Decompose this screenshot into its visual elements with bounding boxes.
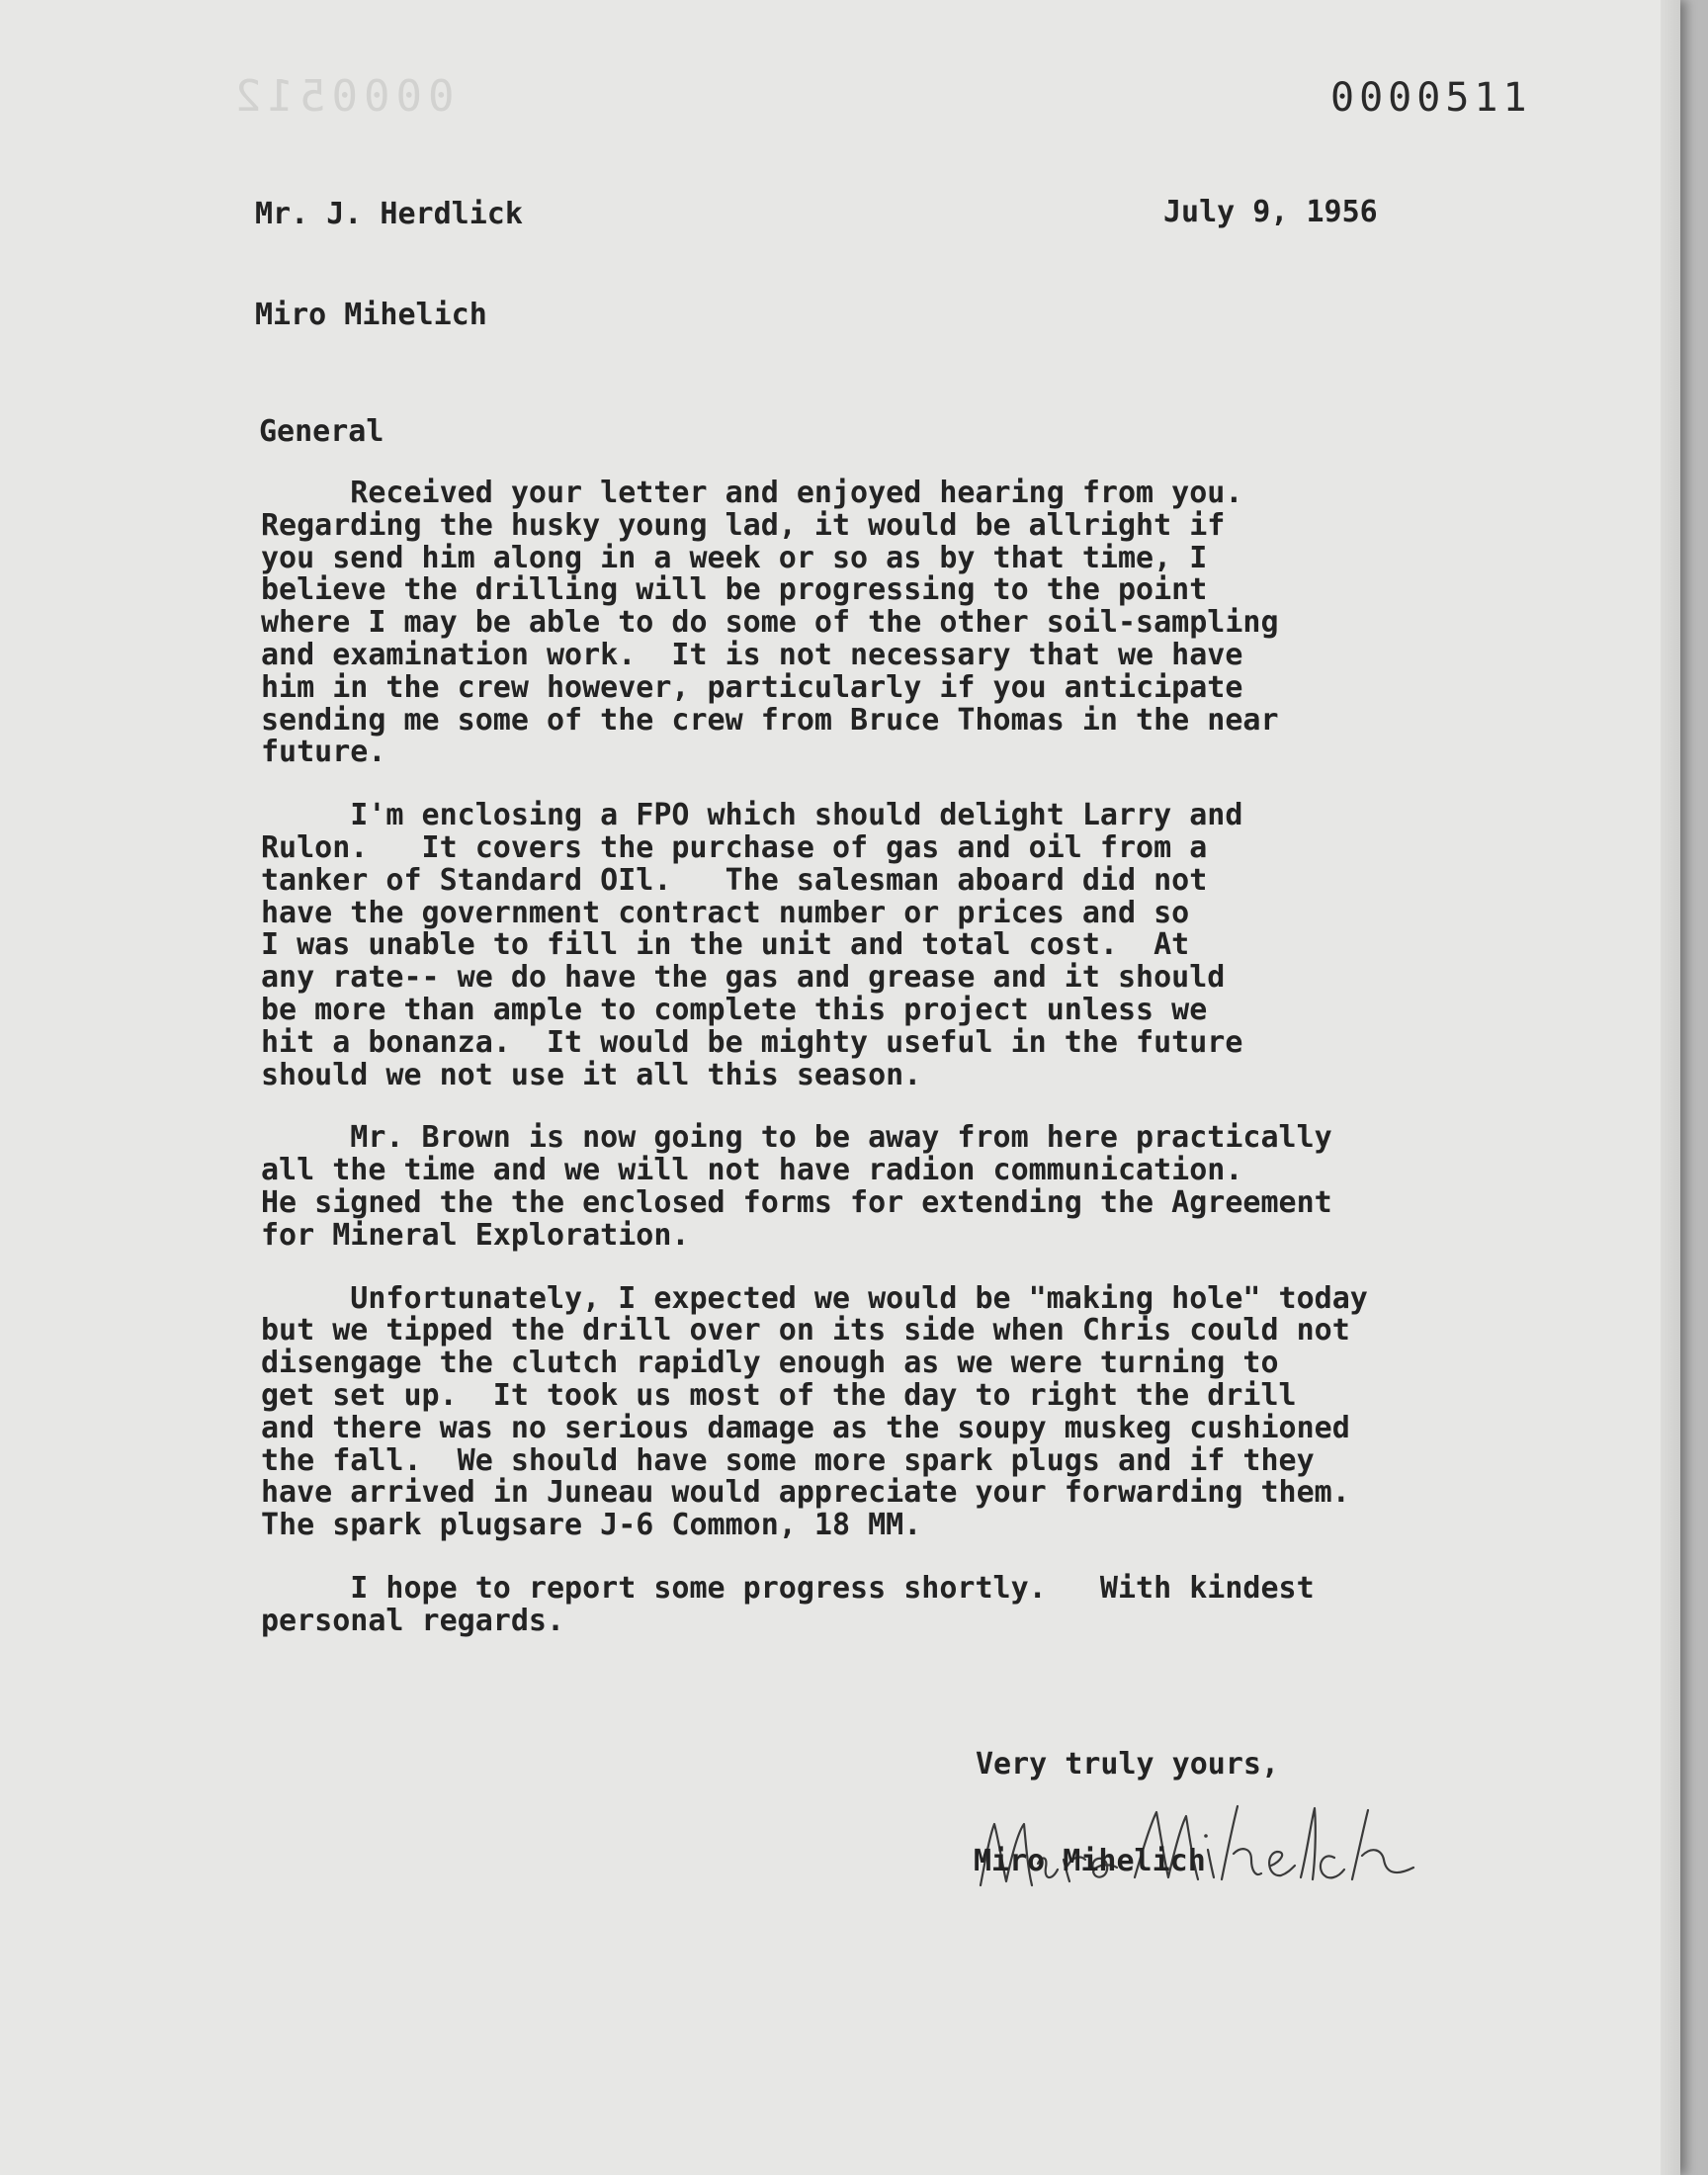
body-line: you send him along in a week or so as by that time, I	[261, 540, 1208, 575]
body-line: Regarding the husky young lad, it would be allright if	[261, 507, 1226, 543]
body-line: but we tipped the drill over on its side when Chris could not	[261, 1313, 1350, 1348]
paragraph-2	[261, 800, 1506, 1091]
body-line: I hope to report some progress shortly. With kindest	[261, 1570, 1315, 1606]
body-line: disengage the clutch rapidly enough as we were turning to	[261, 1346, 1279, 1381]
body-line: tanker of Standard OIl. The salesman aboard did not	[261, 862, 1208, 898]
body-line: for Mineral Exploration.	[261, 1217, 690, 1253]
paragraph-5	[261, 1570, 1506, 1638]
closing-line: Very truly yours,	[976, 1747, 1280, 1782]
body-line: have the government contract number or prices and so	[261, 895, 1190, 930]
sender-line: Miro Mihelich	[255, 298, 487, 332]
body-line: future.	[261, 735, 386, 770]
date-line: July 9, 1956	[1163, 195, 1378, 229]
paragraph-1	[261, 478, 1506, 769]
body-line: I was unable to fill in the unit and total cost. At	[261, 927, 1190, 963]
body-line: should we not use it all this season.	[261, 1057, 922, 1092]
recipient-line: Mr. J. Herdlick	[255, 197, 523, 231]
body-line: him in the crew however, particularly if you anticipate	[261, 669, 1243, 705]
body-line: sending me some of the crew from Bruce Thomas in the near	[261, 702, 1279, 738]
document-number: 0000511	[1330, 75, 1532, 121]
body-line: believe the drilling will be progressing to the point	[261, 572, 1208, 608]
body-line: hit a bonanza. It would be mighty useful in the future	[261, 1024, 1243, 1060]
body-line: Rulon. It covers the purchase of gas and oil from a	[261, 829, 1208, 865]
page-edge-shadow	[1661, 0, 1680, 2175]
body-line: and examination work. It is not necessary that we have	[261, 637, 1243, 672]
body-line: I'm enclosing a FPO which should delight Larry and	[261, 798, 1243, 833]
body-line: where I may be able to do some of the other soil-sampling	[261, 605, 1279, 641]
body-line: and there was no serious damage as the soupy muskeg cushioned	[261, 1410, 1350, 1445]
body-line: be more than ample to complete this project unless we	[261, 992, 1208, 1027]
body-line: any rate-- we do have the gas and grease and it should	[261, 960, 1226, 996]
paragraph-3	[261, 1122, 1506, 1252]
body-line: The spark plugsare J-6 Common, 18 MM.	[261, 1508, 922, 1543]
body-line: Received your letter and enjoyed hearing from you.	[261, 476, 1243, 510]
subject-line: General	[259, 414, 384, 449]
paragraph-4	[261, 1280, 1506, 1543]
body-line: all the time and we will not have radion communication.	[261, 1153, 1243, 1188]
letter-body	[261, 478, 1506, 1669]
body-line: Unfortunately, I expected we would be "making hole" today	[261, 1280, 1368, 1316]
body-line: personal regards.	[261, 1603, 565, 1638]
typed-signer-name: Miro Mihelich	[974, 1844, 1206, 1878]
body-line: He signed the the enclosed forms for extending the Agreement	[261, 1184, 1332, 1220]
body-line: get set up. It took us most of the day to right the drill	[261, 1377, 1297, 1413]
body-line: Mr. Brown is now going to be away from here practically	[261, 1120, 1332, 1156]
body-line: have arrived in Juneau would appreciate your forwarding them.	[261, 1475, 1350, 1511]
bleed-through-number: 0000512	[229, 71, 455, 122]
body-line: the fall. We should have some more spark plugs and if they	[261, 1442, 1315, 1478]
